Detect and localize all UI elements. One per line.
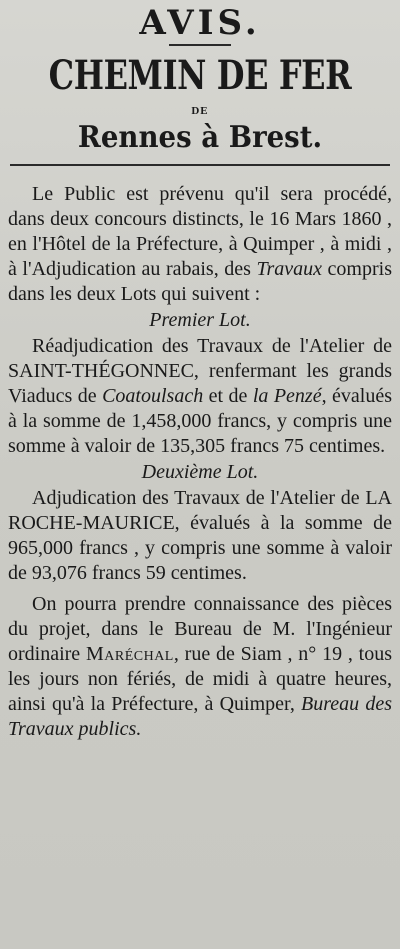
lot1-text-3: , évalués à la somme de 1,458,000 francs, y compris une somme à valoir de 135,305 francs 75 centimes. [8,385,392,457]
lot1-text-2: et de [203,385,253,407]
page-subtitle: Rennes à Brest. [77,120,323,155]
section-divider [10,164,390,166]
closing-text-1: On pourra prendre connaissance des pièces du projet, dans le Bureau de M. l'Ingénieur ordinaire [8,593,392,665]
lot1-text-1: Réadjudication des Travaux de l'Atelier de SAINT-THÉGONNEC, renfermant les grands Viaducs de [8,335,392,407]
lot1-heading: Premier Lot. [149,309,251,331]
notice-heading: AVIS. [139,8,261,38]
closing-paragraph [8,592,392,742]
heading-rule [169,44,231,46]
lot1-place-2: la Penzé [252,385,322,407]
title-connector: DE [191,105,209,117]
lot1-place-1: Coatoulsach [102,385,204,407]
notice-body [8,182,392,742]
intro-travaux: Travaux [256,258,323,280]
page-title: CHEMIN DE FER [48,52,352,99]
intro-paragraph [8,182,392,307]
lot2-heading: Deuxième Lot. [141,461,259,483]
closing-text-2: , rue de Siam , n° 19 , tous les jours non fériés, de midi à quatre heures, ainsi qu'à la Préfecture, à Quimper, [8,643,392,715]
intro-text-1: Le Public est prévenu qu'il sera procédé, dans deux concours distincts, le 16 Mars 1860 , en l'Hôtel de la Préfecture, à Quimper , à midi , à l'Adjudication au rabais, des [8,183,392,280]
engineer-name: Maréchal [85,643,174,665]
lot1-paragraph [8,334,392,459]
closing-bureau: Bureau des Travaux publics. [8,693,392,740]
intro-text-2: compris dans les deux Lots qui suivent : [8,258,392,305]
lot2-paragraph: Adjudication des Travaux de l'Atelier de LA ROCHE-MAURICE, évalués à la somme de 965,000 francs , y compris une somme à valoir de 93,076 francs 59 centimes. [8,487,392,584]
